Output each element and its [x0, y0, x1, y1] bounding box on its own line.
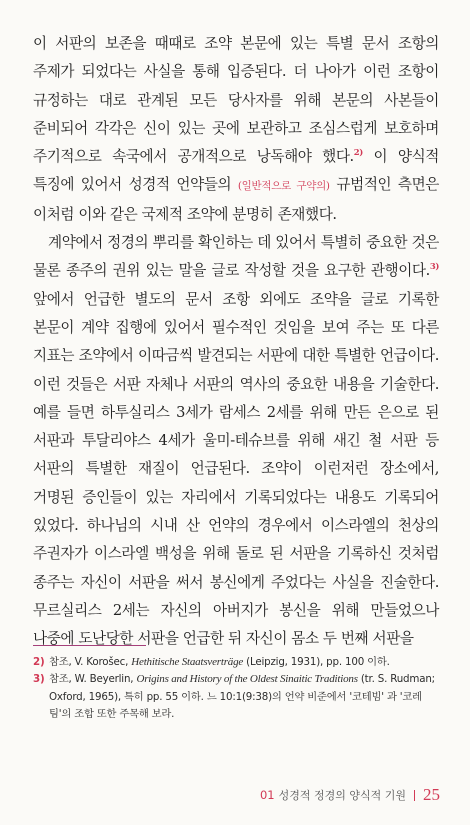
footer-separator	[414, 790, 415, 801]
paragraph-text: 계약에서 정경의 뿌리를 확인하는 데 있어서 특별히 중요한 것은 물론 종주의 권위 있는 말을 글로 작성할 것을 요구한 관행이다.	[33, 234, 439, 280]
paragraph-text: 규범적인 측면은 이처럼 이와 같은 국제적 조약에 분명히 존재했다.	[33, 176, 439, 223]
paragraph-1	[33, 30, 439, 229]
footnote-number: 2)	[33, 656, 45, 668]
footnote-text: 참조, W. Beyerlin, Origins and History of the Oldest Sinaitic Traditions (tr. S. Rudman; Oxford, 1965), 특히 pp. 55 이하. 느 10:1(9:38)의 언약 비준에서 '코테빔' 과 '코레팀'의 조합 또한 주목해 보라.	[49, 673, 435, 721]
footnote-divider	[33, 645, 146, 646]
footnote-2	[33, 654, 439, 671]
footnote-ref-2[interactable]: 2)	[353, 148, 363, 159]
editor-annotation: (일반적으로 구약의)	[237, 180, 330, 193]
footnote-ref-3[interactable]: 3)	[429, 262, 439, 273]
main-body-text	[33, 30, 439, 654]
running-footer	[260, 785, 440, 805]
footnote-text: 참조, V. Korošec, Hethitische Staatsverträge (Leipzig, 1931), pp. 100 이하.	[49, 656, 390, 668]
paragraph-2	[33, 229, 439, 653]
cited-title: Origins and History of the Oldest Sinaitic Traditions	[136, 673, 358, 686]
page-number: 25	[423, 785, 440, 804]
paragraph-text: 이 양식적 특징에 있어서 성경적 언약들의	[33, 148, 439, 194]
footnote-3	[33, 671, 439, 723]
paragraph-text: 앞에서 언급한 별도의 문서 조항 외에도 조약을 글로 기록한 본문이 계약 집행에 있어서 필수적인 것임을 보여 주는 또 다른 지표는 조약에서 이따금씩 발견되는 서판에 대한 특별한 언급이다. 이런 것들은 서판 자체나 서판의 역사의 중요한 내용을 기술한다. 예를 들면 하투실리스 3세가 람세스 2세를 위해 만든 은으로 된 서판과 투달리야스 4세가 울미-테슈브를 위해 새긴 철 서판 등 서판의 특별한 재질이 언급된다. 조약이 이런저런 장소에서, 거명된 증인들이 있는 자리에서 기록되었다는 내용도 기록되어 있었다. 하나님의 시내 산 언약의 경우에서 이스라엘의 천상의 주권자가 이스라엘 백성을 위해 돌로 된 서판을 기록하신 것처럼 종주는 자신이 서판을 써서 봉신에게 주었다는 사실을 진술한다. 무르실리스 2세는 자신의 아버지가 봉신을 위해 만들었으나 나중에 도난당한 서판을 언급한 뒤 자신이 몸소 두 번째 서판을	[33, 290, 439, 648]
cited-title: Hethitische Staatsverträge	[131, 656, 244, 668]
paragraph-text: 이 서판의 보존을 때때로 조약 본문에 있는 특별 문서 조항의 주제가 되었다는 사실을 통해 입증된다. 더 나아가 이런 조항이 규정하는 대로 관계된 모든 당사자를 위해 본문의 사본들이 준비되어 각각은 신이 있는 곳에 보관하고 조심스럽게 보호하며 주기적으로 속국에서 공개적으로 낭독해야 했다.	[33, 35, 439, 166]
footnotes	[33, 654, 439, 724]
chapter-number: 01	[259, 788, 275, 802]
chapter-title: 성경적 정경의 양식적 기원	[278, 789, 406, 802]
footnote-number: 3)	[33, 673, 45, 686]
